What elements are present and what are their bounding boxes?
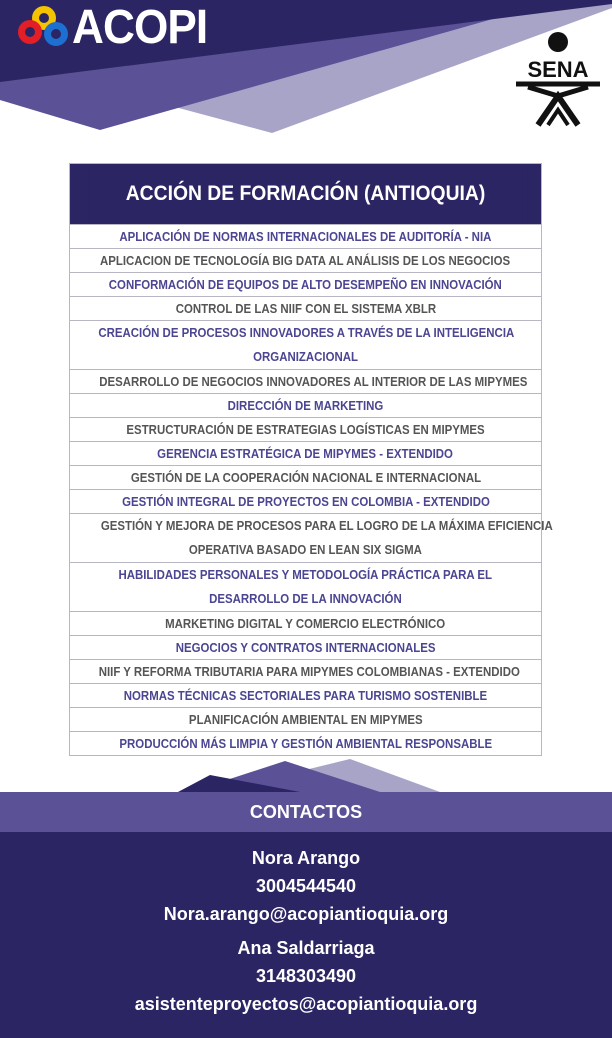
table-row: GESTIÓN DE LA COOPERACIÓN NACIONAL E INTERNACIONAL xyxy=(70,465,541,489)
contacts-panel xyxy=(0,832,612,1038)
table-row: GESTIÓN INTEGRAL DE PROYECTOS EN COLOMBIA - EXTENDIDO xyxy=(70,489,541,513)
table-row: PRODUCCIÓN MÁS LIMPIA Y GESTIÓN AMBIENTAL RESPONSABLE xyxy=(70,731,541,755)
table-row: GESTIÓN Y MEJORA DE PROCESOS PARA EL LOGRO DE LA MÁXIMA EFICIENCIA OPERATIVA BASADO EN LEAN SIX SIGMA xyxy=(70,513,541,562)
table-row: NORMAS TÉCNICAS SECTORIALES PARA TURISMO SOSTENIBLE xyxy=(70,683,541,707)
table-row: CREACIÓN DE PROCESOS INNOVADORES A TRAVÉS DE LA INTELIGENCIA ORGANIZACIONAL xyxy=(70,320,541,369)
contact-email[interactable]: asistenteproyectos@acopiantioquia.org xyxy=(134,994,478,1014)
contact-name: Ana Saldarriaga xyxy=(237,938,375,958)
table-title: ACCIÓN DE FORMACIÓN (ANTIOQUIA) xyxy=(89,164,522,224)
contact-card xyxy=(0,934,612,1018)
course-table xyxy=(69,163,553,756)
table-row: ESTRUCTURACIÓN DE ESTRATEGIAS LOGÍSTICAS EN MIPYMES xyxy=(70,417,541,441)
contacts-heading: CONTACTOS xyxy=(0,792,612,832)
contact-phone[interactable]: 3148303490 xyxy=(255,966,357,986)
table-row: DIRECCIÓN DE MARKETING xyxy=(70,393,541,417)
acopi-logo-text: ACOPI xyxy=(72,1,208,54)
table-row: HABILIDADES PERSONALES Y METODOLOGÍA PRÁCTICA PARA EL DESARROLLO DE LA INNOVACIÓN xyxy=(70,562,541,611)
table-title-bar xyxy=(70,164,541,224)
acopi-logo xyxy=(10,2,219,54)
sena-logo-text: SENA xyxy=(527,57,589,82)
footer-shapes xyxy=(0,755,612,795)
table-row: NEGOCIOS Y CONTRATOS INTERNACIONALES xyxy=(70,635,541,659)
contact-email[interactable]: Nora.arango@acopiantioquia.org xyxy=(163,904,449,924)
table-row: APLICACIÓN DE NORMAS INTERNACIONALES DE AUDITORÍA - NIA xyxy=(70,224,541,248)
table-row: GERENCIA ESTRATÉGICA DE MIPYMES - EXTENDIDO xyxy=(70,441,541,465)
table-row: PLANIFICACIÓN AMBIENTAL EN MIPYMES xyxy=(70,707,541,731)
sena-logo xyxy=(508,30,608,130)
table-row: APLICACION DE TECNOLOGÍA BIG DATA AL ANÁLISIS DE LOS NEGOCIOS xyxy=(70,248,541,272)
footer-decoration xyxy=(0,755,612,795)
contact-name: Nora Arango xyxy=(251,848,361,868)
contact-card xyxy=(0,844,612,928)
table-row: MARKETING DIGITAL Y COMERCIO ELECTRÓNICO xyxy=(70,611,541,635)
acopi-gears-icon xyxy=(10,2,70,54)
table-row: CONTROL DE LAS NIIF CON EL SISTEMA XBLR xyxy=(70,296,541,320)
sena-figure-icon xyxy=(508,30,608,130)
table-row: NIIF Y REFORMA TRIBUTARIA PARA MIPYMES COLOMBIANAS - EXTENDIDO xyxy=(70,659,541,683)
table-row: DESARROLLO DE NEGOCIOS INNOVADORES AL INTERIOR DE LAS MIPYMES xyxy=(70,369,541,393)
header-banner xyxy=(0,0,612,140)
contact-phone[interactable]: 3004544540 xyxy=(255,876,357,896)
table-row: CONFORMACIÓN DE EQUIPOS DE ALTO DESEMPEÑO EN INNOVACIÓN xyxy=(70,272,541,296)
